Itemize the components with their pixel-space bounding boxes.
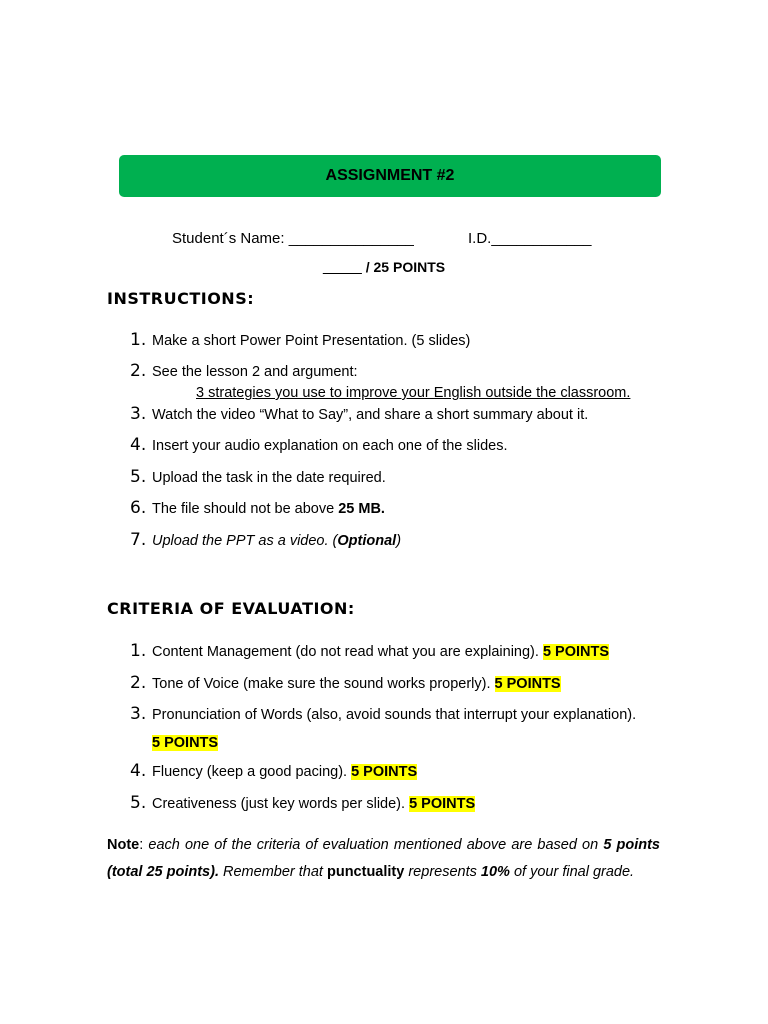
instruction-item: [130, 498, 668, 518]
note-text-1: each one of the criteria of evaluation mentioned above are based on: [148, 837, 604, 853]
list-number: 4.: [130, 435, 147, 455]
instruction-item: [130, 435, 668, 455]
note-points-total: 5 points (total 25 points).: [107, 837, 660, 880]
note-punctuality: punctuality: [326, 864, 405, 880]
list-number: 1.: [130, 330, 147, 350]
optional-label: Optional: [337, 533, 397, 549]
criteria-text-plain: Content Management (do not read what you are explaining).: [152, 644, 543, 660]
note-text-4: of your final grade.: [509, 864, 635, 880]
points-highlight: 5 POINTS: [409, 796, 476, 812]
list-number: 3.: [130, 404, 147, 424]
list-number: 5.: [130, 793, 147, 813]
list-number: 4.: [130, 761, 147, 781]
criteria-text-plain: Creativeness (just key words per slide).: [152, 796, 410, 812]
criteria-heading: CRITERIA OF EVALUATION:: [107, 599, 355, 618]
instruction-item: [130, 467, 668, 487]
student-id-field: I.D.____________: [468, 230, 592, 247]
points-score-blank: _____: [322, 259, 362, 275]
student-name-field: Student´s Name: _______________: [172, 230, 414, 247]
list-number: 7.: [130, 530, 147, 550]
instruction-item: [130, 530, 668, 550]
points-total: / 25 POINTS: [361, 259, 446, 275]
note-text-3: represents: [404, 864, 481, 880]
note-colon: :: [139, 837, 149, 853]
list-number: 2.: [130, 673, 147, 693]
criteria-text-plain: Tone of Voice (make sure the sound works properly).: [152, 676, 495, 692]
criteria-item: [130, 704, 668, 724]
note-paragraph: [107, 832, 660, 886]
criteria-item: [130, 673, 668, 693]
instruction-text-close: ): [396, 533, 402, 549]
criteria-text: [152, 676, 561, 693]
list-number: 1.: [130, 641, 147, 661]
instruction-text-plain: Upload the PPT as a video. (: [152, 533, 338, 549]
criteria-text: [152, 796, 475, 813]
assignment-title-banner: [119, 155, 661, 197]
criteria-item: [130, 793, 668, 813]
note-label: Note: [107, 837, 140, 853]
instruction-text-plain: The file should not be above: [152, 501, 339, 517]
points-highlight: 5 POINTS: [494, 676, 561, 692]
criteria-text: [152, 644, 609, 661]
instruction-text: Upload the task in the date required.: [152, 470, 386, 486]
instruction-item: [130, 404, 668, 424]
instruction-text: Insert your audio explanation on each one of the slides.: [152, 438, 508, 454]
instruction-argument-topic: 3 strategies you use to improve your English outside the classroom.: [196, 385, 631, 401]
list-number: 2.: [130, 361, 147, 381]
instruction-text: [152, 501, 385, 518]
instructions-heading: INSTRUCTIONS:: [107, 289, 255, 308]
note-text-2: Remember that: [218, 864, 327, 880]
criteria-text-plain: Fluency (keep a good pacing).: [152, 764, 352, 780]
assignment-title: ASSIGNMENT #2: [325, 167, 455, 184]
points-highlight: 5 POINTS: [542, 644, 610, 660]
instruction-item: [130, 330, 668, 350]
list-number: 3.: [130, 704, 147, 724]
points-highlight: 5 POINTS: [152, 735, 219, 751]
points-score-line: [0, 259, 768, 275]
instruction-text: Watch the video “What to Say”, and share a short summary about it.: [152, 407, 589, 423]
criteria-text: Pronunciation of Words (also, avoid sounds that interrupt your explanation).: [152, 707, 637, 723]
file-size-limit: 25 MB.: [338, 501, 385, 517]
note-italic-text-2: [404, 864, 634, 880]
list-number: 6.: [130, 498, 147, 518]
criteria-text: [152, 764, 417, 781]
criteria-item: [130, 761, 668, 781]
instruction-text: Make a short Power Point Presentation. (5 slides): [152, 333, 471, 349]
points-highlight: 5 POINTS: [351, 764, 418, 780]
instruction-text: [152, 533, 401, 550]
criteria-item-continuation: [152, 735, 218, 751]
criteria-item: [130, 641, 668, 661]
instruction-text: See the lesson 2 and argument:: [152, 364, 358, 380]
list-number: 5.: [130, 467, 147, 487]
instruction-item: [130, 361, 668, 381]
note-percentage: 10%: [480, 864, 510, 880]
